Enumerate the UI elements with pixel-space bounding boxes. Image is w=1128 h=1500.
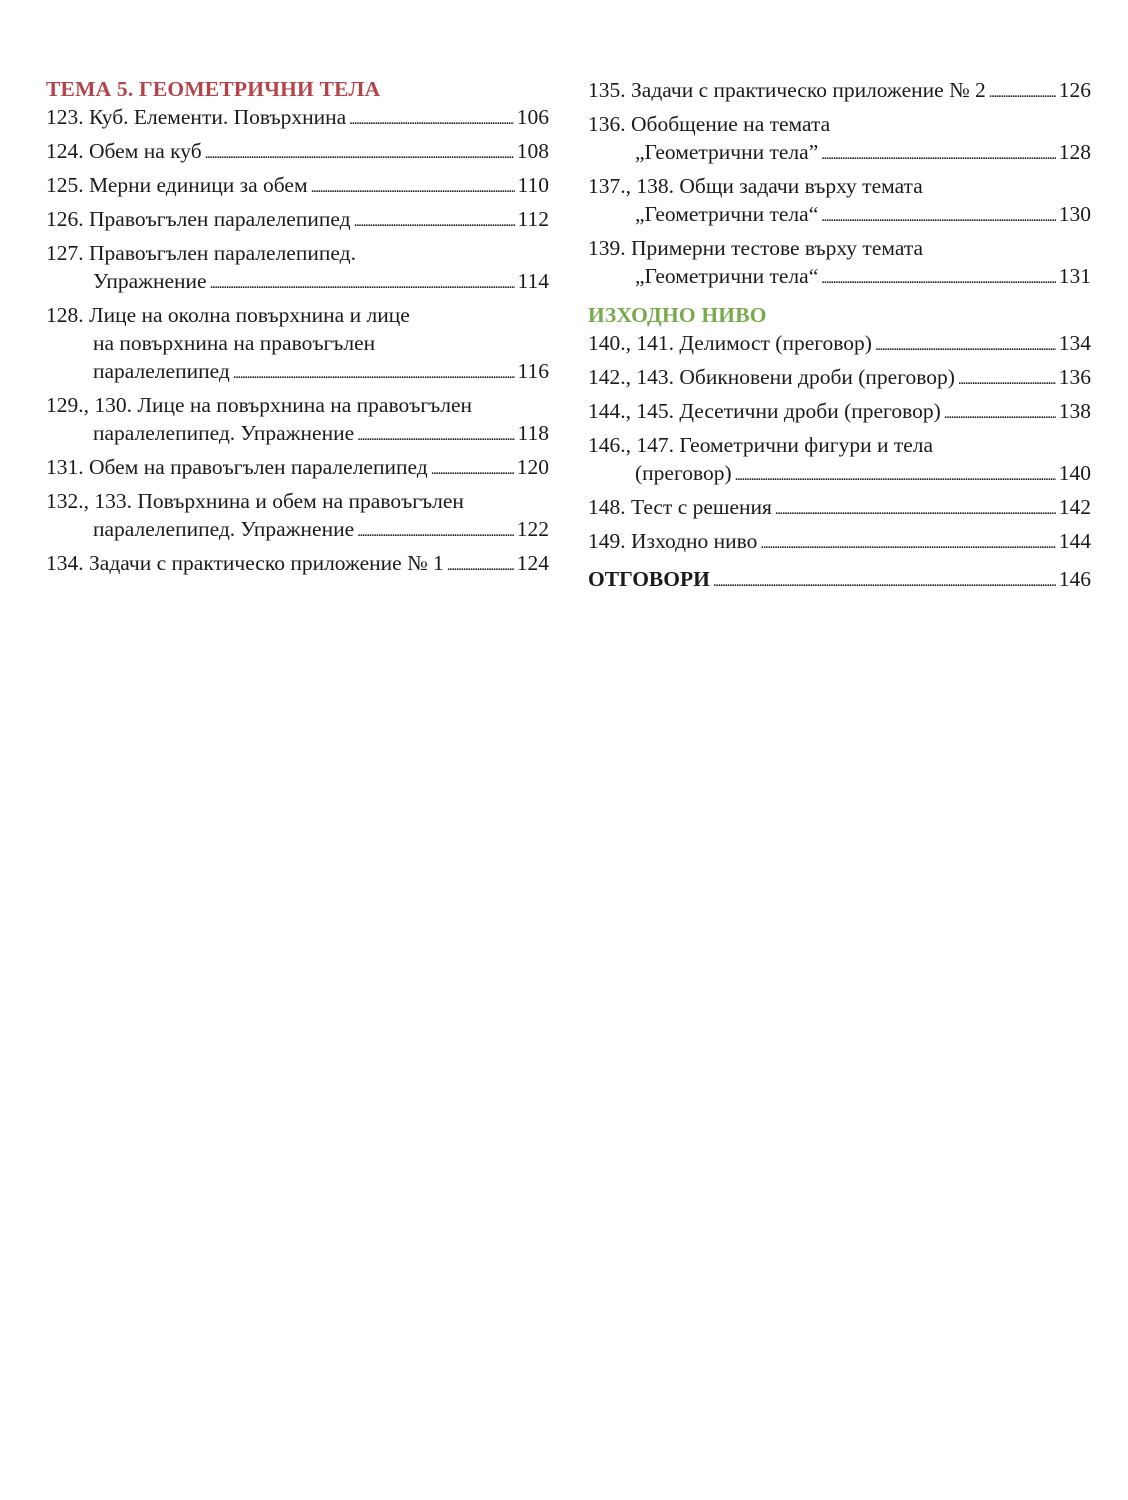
toc-entry-page-number: 138 <box>1058 399 1091 423</box>
toc-entry-page-number: 106 <box>516 105 549 129</box>
toc-entry-title-line: 146., 147. Геометрични фигури и тела <box>588 433 934 457</box>
toc-entry-page-number: 140 <box>1058 461 1091 485</box>
dot-leader <box>349 103 514 134</box>
toc-entry-title-line: на повърхнина на правоъгълен <box>93 331 376 355</box>
toc-entry-page-number: 110 <box>517 173 549 197</box>
toc-entry-page-number: 112 <box>517 207 549 231</box>
toc-entry-title-line: 140., 141. Делимост (преговор) <box>588 331 872 355</box>
dot-leader <box>944 397 1056 428</box>
dot-leader <box>989 76 1056 107</box>
toc-entry-title-line: 123. Куб. Елементи. Повърхнина <box>46 105 347 129</box>
toc-entry[interactable] <box>46 453 549 481</box>
toc-entry-title-line: Упражнение <box>93 269 207 293</box>
dot-leader <box>735 459 1056 490</box>
dot-leader <box>447 549 514 580</box>
dot-leader <box>713 565 1056 596</box>
dot-leader <box>354 205 515 236</box>
toc-entry-page-number: 116 <box>517 359 549 383</box>
dot-leader <box>875 329 1056 360</box>
toc-entry-page-number: 120 <box>516 455 549 479</box>
toc-entry[interactable] <box>46 171 549 199</box>
toc-entry-title-line: 142., 143. Обикновени дроби (преговор) <box>588 365 955 389</box>
toc-entry-title-line: 126. Правоъгълен паралелепипед <box>46 207 351 231</box>
dot-leader <box>760 527 1055 558</box>
toc-entry-title-line: 136. Обобщение на темата <box>588 112 831 136</box>
toc-entry[interactable] <box>46 301 549 385</box>
toc-entry-page-number: 144 <box>1058 529 1091 553</box>
right-entry-list-bottom <box>588 329 1091 555</box>
toc-entry-title-line: 135. Задачи с практическо приложение № 2 <box>588 78 986 102</box>
toc-entry-title-line: 134. Задачи с практическо приложение № 1 <box>46 551 444 575</box>
section-heading-theme-5: ТЕМА 5. ГЕОМЕТРИЧНИ ТЕЛА <box>46 77 381 101</box>
toc-right-column <box>588 76 1091 599</box>
left-entry-list <box>46 103 549 577</box>
toc-entry[interactable] <box>588 431 1091 487</box>
toc-entry-title-line: 144., 145. Десетични дроби (преговор) <box>588 399 941 423</box>
toc-entry-answers[interactable] <box>588 565 1091 593</box>
toc-entry[interactable] <box>588 493 1091 521</box>
toc-entry-title-line: паралелепипед. Упражнение <box>93 421 355 445</box>
toc-entry-page-number: 122 <box>516 517 549 541</box>
toc-entry-title-line: 137., 138. Общи задачи върху темата <box>588 174 923 198</box>
toc-entry[interactable] <box>588 172 1091 228</box>
section-heading-exit-level: ИЗХОДНО НИВО <box>588 303 767 327</box>
dot-leader <box>311 171 515 202</box>
toc-left-column <box>46 76 549 583</box>
dot-leader <box>210 267 515 298</box>
toc-entry[interactable] <box>46 391 549 447</box>
toc-entry-page-number: 134 <box>1058 331 1091 355</box>
toc-entry-title-line: 129., 130. Лице на повърхнина на правоъгълен <box>46 393 473 417</box>
dot-leader <box>233 357 515 388</box>
toc-entry-title-line: паралелепипед. Упражнение <box>93 517 355 541</box>
right-entry-list-top <box>588 76 1091 290</box>
toc-entry[interactable] <box>588 363 1091 391</box>
toc-entry-title-line: 127. Правоъгълен паралелепипед. <box>46 241 356 265</box>
toc-entry[interactable] <box>46 549 549 577</box>
toc-entry[interactable] <box>588 329 1091 357</box>
toc-entry-title-line: „Геометрични тела“ <box>635 202 819 226</box>
answers-label: ОТГОВОРИ <box>588 567 710 591</box>
toc-entry-page-number: 114 <box>517 269 549 293</box>
dot-leader <box>775 493 1056 524</box>
toc-entry-page-number: 136 <box>1058 365 1091 389</box>
dot-leader <box>958 363 1056 394</box>
toc-entry-title-line: 131. Обем на правоъгълен паралелепипед <box>46 455 428 479</box>
toc-entry-title-line: 149. Изходно ниво <box>588 529 758 553</box>
toc-entry-title-line: „Геометрични тела“ <box>635 264 819 288</box>
toc-entry[interactable] <box>588 234 1091 290</box>
dot-leader <box>357 419 514 450</box>
toc-entry[interactable] <box>588 76 1091 104</box>
toc-entry-title-line: (преговор) <box>635 461 732 485</box>
toc-entry-page-number: 126 <box>1058 78 1091 102</box>
dot-leader <box>205 137 514 168</box>
toc-entry-page-number: 131 <box>1058 264 1091 288</box>
toc-entry[interactable] <box>46 205 549 233</box>
toc-entry-page-number: 108 <box>516 139 549 163</box>
toc-entry-title-line: 132., 133. Повърхнина и обем на правоъгълен <box>46 489 464 513</box>
toc-entry-title-line: 125. Мерни единици за обем <box>46 173 308 197</box>
toc-entry[interactable] <box>46 487 549 543</box>
toc-entry-title-line: „Геометрични тела” <box>635 140 819 164</box>
toc-entry[interactable] <box>46 103 549 131</box>
toc-entry[interactable] <box>46 239 549 295</box>
toc-entry-page-number: 128 <box>1058 140 1091 164</box>
toc-entry-page-number: 142 <box>1058 495 1091 519</box>
toc-entry[interactable] <box>588 110 1091 166</box>
dot-leader <box>357 515 514 546</box>
toc-entry-title-line: паралелепипед <box>93 359 230 383</box>
dot-leader <box>821 138 1056 169</box>
dot-leader <box>821 262 1056 293</box>
toc-entry[interactable] <box>46 137 549 165</box>
dot-leader <box>821 200 1056 231</box>
toc-entry[interactable] <box>588 397 1091 425</box>
toc-entry-page-number: 130 <box>1058 202 1091 226</box>
dot-leader <box>431 453 514 484</box>
toc-entry-page-number: 124 <box>516 551 549 575</box>
toc-entry-title-line: 124. Обем на куб <box>46 139 202 163</box>
toc-entry-title-line: 148. Тест с решения <box>588 495 772 519</box>
answers-page-number: 146 <box>1058 567 1091 591</box>
toc-entry-page-number: 118 <box>517 421 549 445</box>
toc-entry-title-line: 139. Примерни тестове върху темата <box>588 236 924 260</box>
toc-entry[interactable] <box>588 527 1091 555</box>
toc-entry-title-line: 128. Лице на околна повърхнина и лице <box>46 303 410 327</box>
